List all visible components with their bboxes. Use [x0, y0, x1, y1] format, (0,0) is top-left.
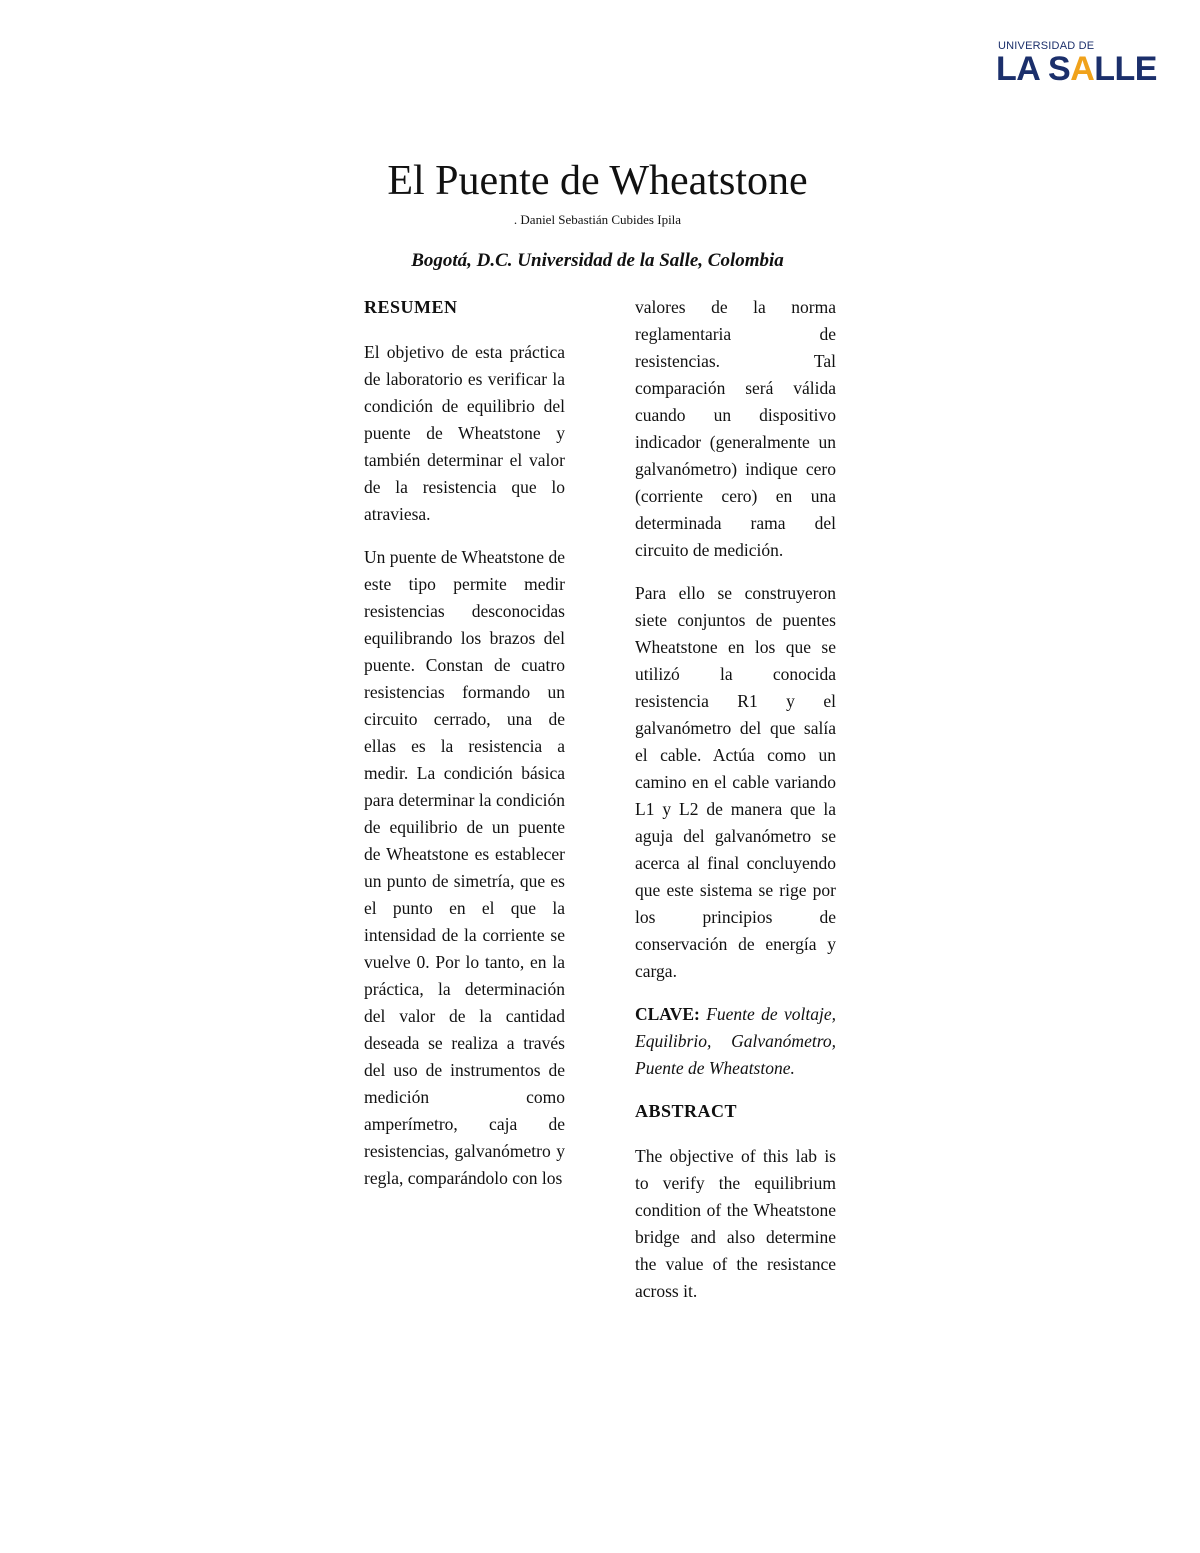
resumen-heading: RESUMEN	[364, 297, 458, 317]
paper-affiliation: Bogotá, D.C. Universidad de la Salle, Colombia	[411, 250, 784, 271]
logo-wordmark	[996, 50, 1157, 89]
keywords	[635, 1001, 836, 1082]
resumen-paragraph-2: Un puente de Wheatstone de este tipo permite medir resistencias desconocidas equilibrando los brazos del puente. Constan de cuatro resistencias formando un circuito cerrado, una de ellas es la resistencia a medir. La condición básica para determinar la condición de equilibrio de un puente de Wheatstone es establecer un punto de simetría, que es el punto en el que la intensidad de la corriente se vuelve 0. Por lo tanto, en la práctica, la determinación del valor de la cantidad deseada se realiza a través del uso de instrumentos de medición como amperímetro, caja de resistencias, galvanómetro y regla, comparándolo con los	[364, 547, 565, 1188]
paper-author: . Daniel Sebastián Cubides Ipila	[513, 212, 682, 227]
resumen-paragraph-3: Para ello se construyeron siete conjuntos de puentes Wheatstone en los que se utilizó la conocida resistencia R1 y el galvanómetro del que salía el cable. Actúa como un camino en el cable variando L1 y L2 de manera que la aguja del galvanómetro se acerca al final concluyendo que este sistema se rige por los principios de conservación de energía y carga.	[635, 583, 836, 981]
abstract-paragraph-1: The objective of this lab is to verify the equilibrium condition of the Wheatstone bridge and also determine the value of the resistance across it.	[635, 1146, 836, 1301]
logo-top-text: UNIVERSIDAD DE	[998, 40, 1095, 52]
logo-wordmark-part2: LLE	[1094, 50, 1157, 88]
keywords-label: CLAVE:	[635, 1004, 700, 1024]
resumen-paragraph-1: El objetivo de esta práctica de laboratorio es verificar la condición de equilibrio del puente de Wheatstone y también determinar el valor de la resistencia que lo atraviesa.	[364, 342, 565, 524]
keywords-text: Fuente de voltaje, Equilibrio, Galvanómetro, Puente de Wheatstone.	[635, 1004, 837, 1078]
logo-wordmark-accent: A	[1070, 50, 1095, 88]
right-column	[635, 294, 836, 1321]
paper-title: El Puente de Wheatstone	[387, 158, 808, 204]
logo-wordmark-part1: LA S	[996, 50, 1071, 88]
left-column	[364, 294, 565, 1208]
resumen-paragraph-2-continued: valores de la norma reglamentaria de resistencias. Tal comparación será válida cuando un dispositivo indicador (generalmente un galvanómetro) indique cero (corriente cero) en una determinada rama del circuito de medición.	[635, 297, 836, 560]
university-logo	[996, 40, 1157, 88]
abstract-heading: ABSTRACT	[635, 1101, 738, 1121]
